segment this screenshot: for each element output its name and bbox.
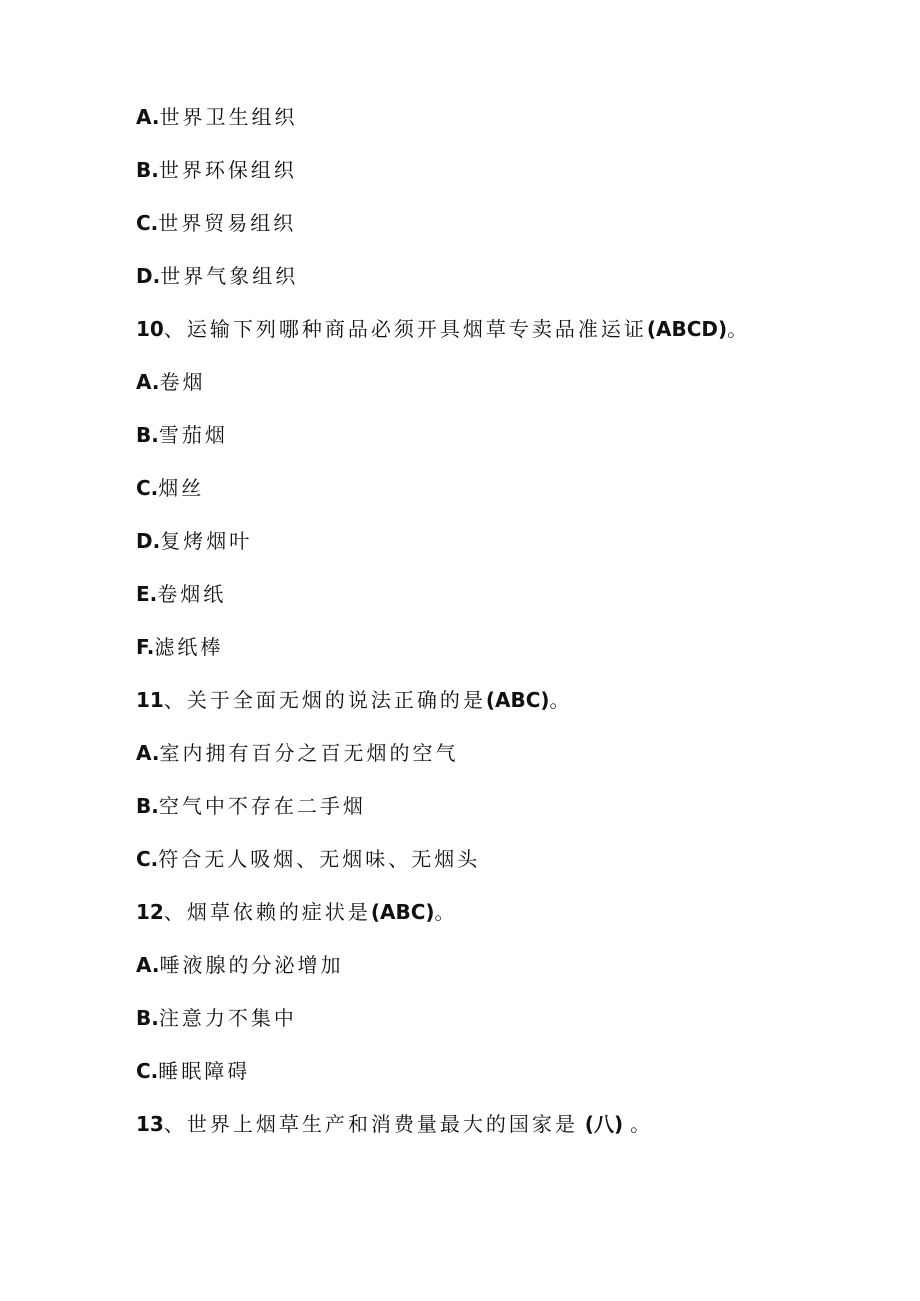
question-text: 、运输下列哪种商品必须开具烟草专卖品准运证 xyxy=(163,317,647,341)
question-text: 、关于全面无烟的说法正确的是 xyxy=(163,688,486,712)
option-line xyxy=(136,473,860,526)
question-answer: (ABC) xyxy=(370,900,435,924)
option-letter: B. xyxy=(136,158,159,182)
option-line xyxy=(136,738,860,791)
question-end: 。 xyxy=(434,900,458,924)
option-line xyxy=(136,155,860,208)
option-text: 唾液腺的分泌增加 xyxy=(159,953,344,977)
option-line xyxy=(136,261,860,314)
option-line xyxy=(136,526,860,579)
option-text: 室内拥有百分之百无烟的空气 xyxy=(159,741,459,765)
option-letter: A. xyxy=(136,105,160,129)
option-letter: D. xyxy=(136,529,161,553)
option-letter: C. xyxy=(136,847,159,871)
option-line xyxy=(136,102,860,155)
question-line xyxy=(136,314,860,367)
option-letter: B. xyxy=(136,794,159,818)
option-line xyxy=(136,1056,860,1109)
option-text: 卷烟 xyxy=(159,370,206,394)
option-line xyxy=(136,367,860,420)
option-letter: E. xyxy=(136,582,158,606)
option-line xyxy=(136,579,860,632)
option-text: 卷烟纸 xyxy=(157,582,227,606)
question-end: 。 xyxy=(727,317,751,341)
option-text: 注意力不集中 xyxy=(158,1006,297,1030)
option-letter: A. xyxy=(136,741,160,765)
option-text: 烟丝 xyxy=(158,476,205,500)
question-line xyxy=(136,897,860,950)
option-text: 睡眠障碍 xyxy=(158,1059,251,1083)
option-letter: B. xyxy=(136,423,159,447)
question-end: 。 xyxy=(549,688,573,712)
option-letter: D. xyxy=(136,264,161,288)
option-line xyxy=(136,632,860,685)
option-line xyxy=(136,1003,860,1056)
option-line xyxy=(136,844,860,897)
option-letter: C. xyxy=(136,476,159,500)
question-text: 、烟草依赖的症状是 xyxy=(163,900,371,924)
option-line xyxy=(136,420,860,473)
option-letter: B. xyxy=(136,1006,159,1030)
question-text: 、世界上烟草生产和消费量最大的国家是 xyxy=(163,1112,578,1136)
option-text: 世界贸易组织 xyxy=(158,211,297,235)
option-text: 滤纸棒 xyxy=(154,635,224,659)
question-answer: (八) xyxy=(577,1112,631,1136)
option-line xyxy=(136,208,860,261)
option-line xyxy=(136,950,860,1003)
question-number: 10 xyxy=(136,317,164,341)
question-number: 11 xyxy=(136,688,164,712)
option-letter: A. xyxy=(136,953,160,977)
option-text: 世界卫生组织 xyxy=(159,105,298,129)
question-line xyxy=(136,1109,860,1162)
option-text: 世界环保组织 xyxy=(158,158,297,182)
option-letter: C. xyxy=(136,1059,159,1083)
question-line xyxy=(136,685,860,738)
option-letter: A. xyxy=(136,370,160,394)
question-number: 13 xyxy=(136,1112,164,1136)
document-body xyxy=(136,102,860,1162)
question-answer: (ABC) xyxy=(485,688,550,712)
question-end: 。 xyxy=(630,1112,654,1136)
option-text: 世界气象组织 xyxy=(160,264,299,288)
option-letter: F. xyxy=(136,635,155,659)
option-text: 雪茄烟 xyxy=(158,423,228,447)
question-number: 12 xyxy=(136,900,164,924)
option-line xyxy=(136,791,860,844)
question-answer: (ABCD) xyxy=(646,317,728,341)
option-text: 复烤烟叶 xyxy=(160,529,253,553)
option-letter: C. xyxy=(136,211,159,235)
option-text: 空气中不存在二手烟 xyxy=(158,794,366,818)
option-text: 符合无人吸烟、无烟味、无烟头 xyxy=(158,847,481,871)
